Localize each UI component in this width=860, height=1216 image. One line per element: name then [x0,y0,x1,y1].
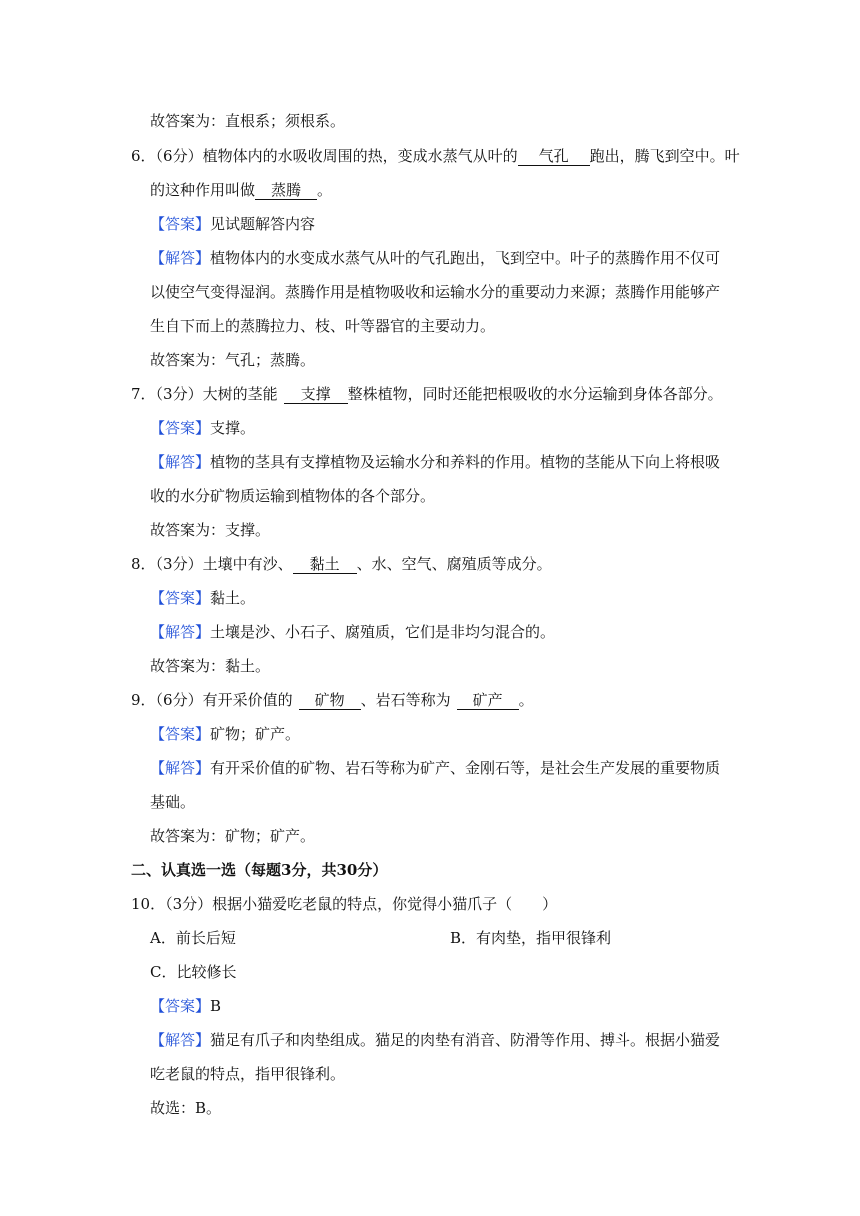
q7-answer [150,418,255,438]
q9-explain-line2 [150,792,195,812]
q9-score: （6分） [155,691,203,709]
q7-answer-text: 支撑。 [210,419,256,437]
q10-answer [150,996,221,1016]
q9-stem [131,690,534,710]
q10-option-a [150,928,236,948]
q9-conclusion [150,826,315,846]
q6-explain-line3 [150,316,495,336]
q6-explain-3: 生自下而上的蒸腾拉力、枝、叶等器官的主要动力。 [150,317,496,335]
q6-stem-line2 [150,180,332,200]
q6-explain-line2 [150,282,720,302]
answer-tag: 【答案】 [150,589,211,607]
q10-explain-2: 吃老鼠的特点，指甲很锋利。 [150,1065,346,1083]
answer-tag: 【答案】 [150,215,211,233]
q9-number: 9． [131,691,156,709]
q9-stem-c: 。 [518,691,534,709]
q8-explain-line1 [150,622,555,642]
q6-stem-d: 。 [317,181,333,199]
q8-number: 8． [131,555,156,573]
q8-conclusion [150,656,270,676]
q7-blank1: 支撑 [284,385,348,404]
explain-tag: 【解答】 [150,453,211,471]
q8-answer [150,588,255,608]
q9-answer [150,724,300,744]
q8-answer-text: 黏土。 [210,589,256,607]
q10-option-c-text: C．比较修长 [150,963,237,981]
q8-stem-a: 土壤中有沙、 [202,555,293,573]
q10-conclusion [150,1098,221,1118]
q6-number: 6． [131,147,156,165]
section2-title: 二、认真选一选（每题3分，共30分） [131,861,388,879]
q10-number: 10． [131,895,166,913]
q9-blank2: 矿产 [457,691,519,710]
q10-explain-line2 [150,1064,345,1084]
q6-explain-1: 植物体内的水变成水蒸气从叶的气孔跑出，飞到空中。叶子的蒸腾作用不仅可 [210,249,721,267]
q9-conclusion-text: 故答案为：矿物；矿产。 [150,827,316,845]
q9-explain-line1 [150,758,720,778]
q5-conclusion [150,111,345,131]
q10-stem [131,894,557,914]
q6-answer [150,214,315,234]
q10-answer-text: B [210,997,222,1015]
q6-stem-a: 植物体内的水吸收周围的热，变成水蒸气从叶的 [202,147,518,165]
q6-answer-text: 见试题解答内容 [210,215,316,233]
q6-explain-line1 [150,248,720,268]
q10-stem-text: 根据小猫爱吃老鼠的特点，你觉得小猫爪子（ ） [212,895,558,913]
explain-tag: 【解答】 [150,1031,211,1049]
q10-option-c [150,962,236,982]
q9-stem-b: 、岩石等称为 [360,691,451,709]
q8-blank1: 黏土 [293,555,357,574]
explain-tag: 【解答】 [150,249,211,267]
q8-stem [131,554,552,574]
q9-answer-text: 矿物；矿产。 [210,725,301,743]
q8-score: （3分） [155,555,203,573]
q10-explain-line1 [150,1030,720,1050]
q8-conclusion-text: 故答案为：黏土。 [150,657,271,675]
q10-option-b-text: B．有肉垫，指甲很锋利 [450,929,612,947]
explain-tag: 【解答】 [150,759,211,777]
q6-stem-line1 [131,146,740,166]
q10-explain-1: 猫足有爪子和肉垫组成。猫足的肉垫有消音、防滑等作用、搏斗。根据小猫爱 [210,1031,721,1049]
q7-number: 7． [131,385,156,403]
section-heading [131,860,387,880]
q7-stem [131,384,723,404]
answer-tag: 【答案】 [150,997,211,1015]
q6-blank2: 蒸腾 [255,181,317,200]
q10-option-b [450,928,611,948]
q7-stem-a: 大树的茎能 [202,385,278,403]
q7-explain-line1 [150,452,720,472]
q7-explain-2: 收的水分矿物质运输到植物体的各个部分。 [150,487,436,505]
q7-conclusion-text: 故答案为：支撑。 [150,521,271,539]
q7-explain-line2 [150,486,435,506]
q10-score: （3分） [165,895,213,913]
q5-conclusion-text: 故答案为：直根系；须根系。 [150,112,346,130]
q6-explain-2: 以使空气变得湿润。蒸腾作用是植物吸收和运输水分的重要动力来源；蒸腾作用能够产 [150,283,721,301]
q10-conclusion-text: 故选：B。 [150,1099,222,1117]
q6-stem-b: 跑出，腾飞到空中。叶 [589,147,740,165]
q6-blank1: 气孔 [518,147,590,166]
q9-explain-1: 有开采价值的矿物、岩石等称为矿产、金刚石等，是社会生产发展的重要物质 [210,759,721,777]
q7-conclusion [150,520,270,540]
explain-tag: 【解答】 [150,623,211,641]
q6-conclusion [150,350,315,370]
q7-score: （3分） [155,385,203,403]
q9-explain-2: 基础。 [150,793,196,811]
answer-tag: 【答案】 [150,419,211,437]
q6-score: （6分） [155,147,203,165]
q7-stem-b: 整株植物，同时还能把根吸收的水分运输到身体各部分。 [347,385,723,403]
q8-explain-1: 土壤是沙、小石子、腐殖质，它们是非均匀混合的。 [210,623,556,641]
q10-option-a-text: A．前长后短 [150,929,236,947]
q9-stem-a: 有开采价值的 [202,691,293,709]
answer-tag: 【答案】 [150,725,211,743]
q9-blank1: 矿物 [299,691,361,710]
q8-stem-b: 、水、空气、腐殖质等成分。 [356,555,552,573]
q7-explain-1: 植物的茎具有支撑植物及运输水分和养料的作用。植物的茎能从下向上将根吸 [210,453,721,471]
q6-conclusion-text: 故答案为：气孔；蒸腾。 [150,351,316,369]
q6-stem-c: 的这种作用叫做 [150,181,256,199]
